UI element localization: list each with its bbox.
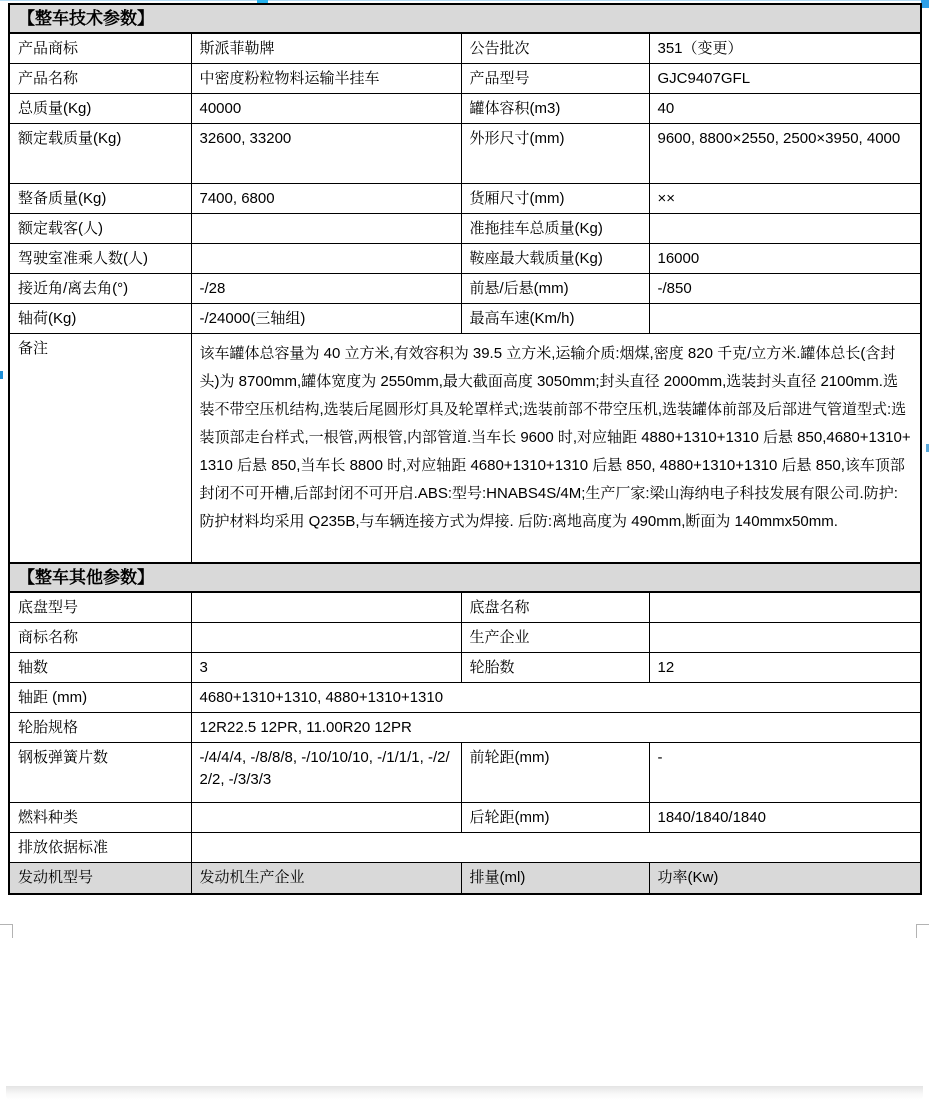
next-page-corner-right <box>916 924 929 938</box>
remark-row <box>9 333 921 563</box>
param-value: -/28 <box>191 273 461 303</box>
param-value: 16000 <box>649 243 921 273</box>
table-row <box>9 33 921 63</box>
param-value <box>649 592 921 622</box>
param-label: 钢板弹簧片数 <box>9 742 191 802</box>
section1-title: 【整车技术参数】 <box>9 4 921 33</box>
engine-model-header: 发动机型号 <box>9 862 191 894</box>
section2-title: 【整车其他参数】 <box>9 563 921 592</box>
table-row <box>9 183 921 213</box>
param-label: 轴距 (mm) <box>9 682 191 712</box>
param-value: 4680+1310+1310, 4880+1310+1310 <box>191 682 921 712</box>
param-label: 产品名称 <box>9 63 191 93</box>
param-label: 轴数 <box>9 652 191 682</box>
param-value: GJC9407GFL <box>649 63 921 93</box>
table-row <box>9 652 921 682</box>
tire-spec-row <box>9 712 921 742</box>
param-value: 7400, 6800 <box>191 183 461 213</box>
param-label: 公告批次 <box>461 33 649 63</box>
param-value <box>191 213 461 243</box>
param-label: 后轮距(mm) <box>461 802 649 832</box>
param-label: 产品型号 <box>461 63 649 93</box>
param-label: 轴荷(Kg) <box>9 303 191 333</box>
wheelbase-row <box>9 682 921 712</box>
table-row <box>9 63 921 93</box>
param-value <box>191 802 461 832</box>
param-label: 前悬/后悬(mm) <box>461 273 649 303</box>
param-value: 1840/1840/1840 <box>649 802 921 832</box>
param-label: 鞍座最大载质量(Kg) <box>461 243 649 273</box>
engine-manufacturer-header: 发动机生产企业 <box>191 862 461 894</box>
param-value: - <box>649 742 921 802</box>
param-value: 32600, 33200 <box>191 123 461 183</box>
param-value: 斯派菲勒牌 <box>191 33 461 63</box>
param-label: 额定载客(人) <box>9 213 191 243</box>
param-value: -/4/4/4, -/8/8/8, -/10/10/10, -/1/1/1, -/2/2/2, -/3/3/3 <box>191 742 461 802</box>
param-value <box>649 213 921 243</box>
param-value <box>191 243 461 273</box>
param-value: -/850 <box>649 273 921 303</box>
table-row <box>9 303 921 333</box>
param-label: 总质量(Kg) <box>9 93 191 123</box>
table-row <box>9 622 921 652</box>
param-label: 额定载质量(Kg) <box>9 123 191 183</box>
param-value: 9600, 8800×2550, 2500×3950, 4000 <box>649 123 921 183</box>
remark-label: 备注 <box>9 333 191 563</box>
param-label: 产品商标 <box>9 33 191 63</box>
left-edge-blue-mark <box>0 371 3 379</box>
param-label: 轮胎规格 <box>9 712 191 742</box>
param-value: -/24000(三轴组) <box>191 303 461 333</box>
emission-row <box>9 832 921 862</box>
param-label: 外形尺寸(mm) <box>461 123 649 183</box>
engine-power-header: 功率(Kw) <box>649 862 921 894</box>
param-label: 底盘名称 <box>461 592 649 622</box>
section1-header-row <box>9 4 921 33</box>
param-label: 驾驶室准乘人数(人) <box>9 243 191 273</box>
engine-displacement-header: 排量(ml) <box>461 862 649 894</box>
param-value <box>191 592 461 622</box>
vehicle-spec-table <box>8 3 922 895</box>
param-value: 40000 <box>191 93 461 123</box>
param-value: 12 <box>649 652 921 682</box>
section2-header-row <box>9 563 921 592</box>
param-label: 货厢尺寸(mm) <box>461 183 649 213</box>
param-label: 生产企业 <box>461 622 649 652</box>
param-value: 中密度粉粒物料运输半挂车 <box>191 63 461 93</box>
top-edge-line <box>0 0 929 1</box>
param-value: ×× <box>649 183 921 213</box>
table-row <box>9 243 921 273</box>
page-bottom-shadow <box>6 1086 923 1100</box>
table-row <box>9 592 921 622</box>
param-label: 前轮距(mm) <box>461 742 649 802</box>
param-label: 接近角/离去角(°) <box>9 273 191 303</box>
param-value: 351（变更） <box>649 33 921 63</box>
param-value <box>649 622 921 652</box>
spring-row <box>9 742 921 802</box>
param-label: 商标名称 <box>9 622 191 652</box>
table-row <box>9 213 921 243</box>
param-value: 3 <box>191 652 461 682</box>
param-label: 最高车速(Km/h) <box>461 303 649 333</box>
table-row <box>9 273 921 303</box>
param-label: 燃料种类 <box>9 802 191 832</box>
top-right-blue-mark <box>921 0 929 8</box>
param-value <box>191 832 921 862</box>
param-label: 罐体容积(m3) <box>461 93 649 123</box>
param-value: 12R22.5 12PR, 11.00R20 12PR <box>191 712 921 742</box>
param-value <box>649 303 921 333</box>
table-row <box>9 93 921 123</box>
param-label: 轮胎数 <box>461 652 649 682</box>
next-page-corner-left <box>0 924 13 938</box>
table-row <box>9 123 921 183</box>
param-value: 40 <box>649 93 921 123</box>
param-label: 排放依据标准 <box>9 832 191 862</box>
param-label: 整备质量(Kg) <box>9 183 191 213</box>
param-label: 底盘型号 <box>9 592 191 622</box>
remark-text: 该车罐体总容量为 40 立方米,有效容积为 39.5 立方米,运输介质:烟煤,密度 820 千克/立方米.罐体总长(含封头)为 8700mm,罐体宽度为 2550mm,最大截面高度 3050mm;封头直径 2000mm,选装封头直径 2100mm.选装不带空压机结构,选装后尾圆形灯具及轮罩样式;选装前部不带空压机,选装罐体前部及后部进气管道型式:选装顶部走台样式,一根管,两根管,内部管道.当车长 9600 时,对应轴距 4880+1310+1310 后悬 850,4680+1310+1310 后悬 850,当车长 8800 时,对应轴距 4680+1310+1310 后悬 850, 4880+1310+1310 后悬 850,该车顶部封闭不可开槽,后部封闭不可开启.ABS:型号:HNABS4S/4M;生产厂家:梁山海纳电子科技发展有限公司.防护:防护材料均采用 Q235B,与车辆连接方式为焊接. 后防:离地高度为 490mm,断面为 140mmx50mm. <box>191 333 921 563</box>
fuel-row <box>9 802 921 832</box>
param-label: 准拖挂车总质量(Kg) <box>461 213 649 243</box>
engine-header-row <box>9 862 921 894</box>
param-value <box>191 622 461 652</box>
